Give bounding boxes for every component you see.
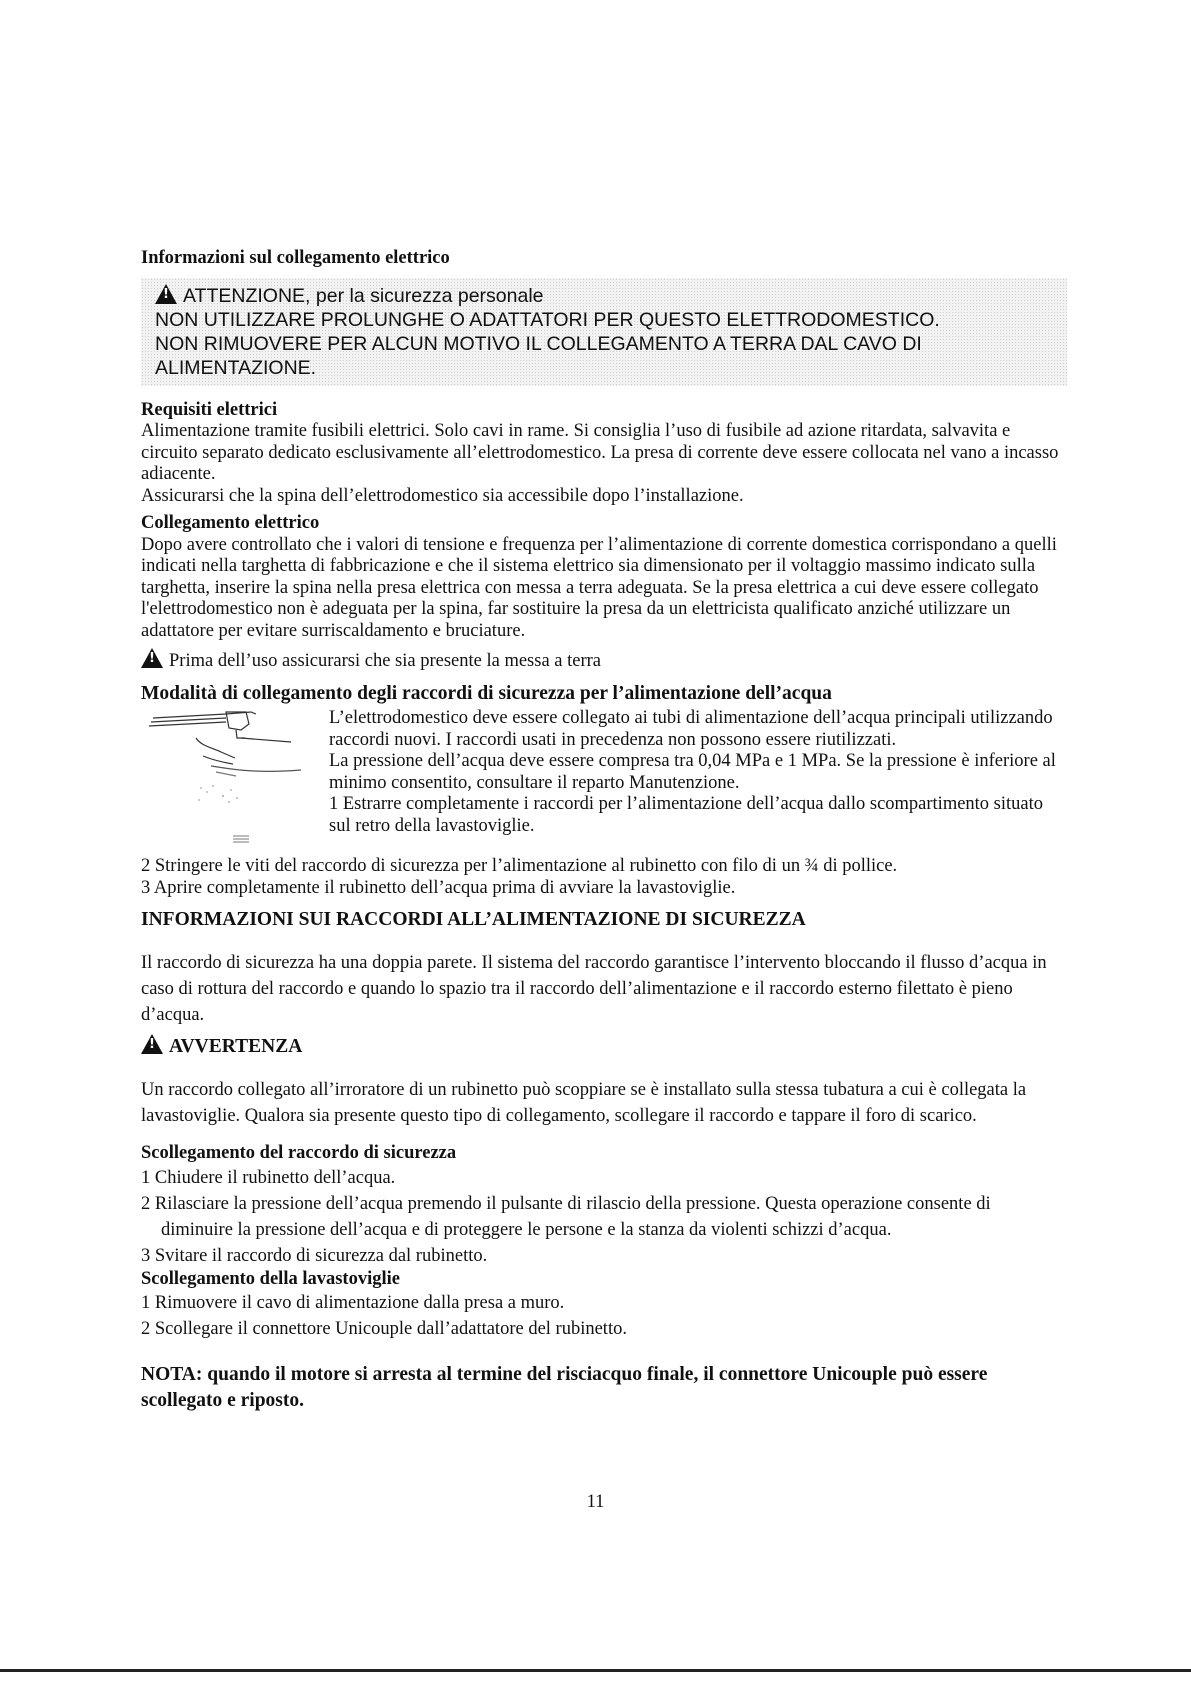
water-pressure-paragraph: La pressione dell’acqua deve essere compresa tra 0,04 MPa e 1 MPa. Se la pressione è inferiore al minimo consentito, consultare il reparto Manutenzione. xyxy=(329,751,1056,793)
faucet-hose-illustration xyxy=(141,708,316,853)
warning-triangle-icon xyxy=(155,284,177,304)
safety-warning-box xyxy=(141,278,1067,386)
dishwasher-step-1: 1 Rimuovere il cavo di alimentazione dalla presa a muro. xyxy=(141,1293,565,1313)
document-body xyxy=(141,248,1061,1433)
water-step-3: 3 Aprire completamente il rubinetto dell’acqua prima di avviare la lavastoviglie. xyxy=(141,877,736,898)
warning-triangle-icon xyxy=(141,648,163,668)
requirements-accessibility: Assicurarsi che la spina dell’elettrodomestico sia accessibile dopo l’installazione. xyxy=(141,485,744,506)
disconnect-step-2: 2 Rilasciare la pressione dell’acqua premendo il pulsante di rilascio della pressione. Questa operazione consente di diminuire la pressione dell’acqua e di proteggere le persone e la stanza da violenti schizzi d’acqua. xyxy=(141,1193,991,1240)
water-step-1: 1 Estrarre completamente i raccordi per l’alimentazione dell’acqua dallo scompartimento situato sul retro della lavastoviglie. xyxy=(329,794,1044,836)
safety-fittings-paragraph: Il raccordo di sicurezza ha una doppia parete. Il sistema del raccordo garantisce l’intervento bloccando il flusso d’acqua in caso di rottura del raccordo e quando lo spazio tra il raccordo dell’alimentazione e il raccordo esterno filettato è pieno d’acqua. xyxy=(141,953,1047,1025)
final-note: NOTA: quando il motore si arresta al termine del risciacquo finale, il connettore Unicouple può essere scollegato e riposto. xyxy=(141,1363,988,1411)
warning-triangle-icon xyxy=(141,1034,163,1054)
dishwasher-step-2: 2 Scollegare il connettore Unicouple dall’adattatore del rubinetto. xyxy=(141,1319,627,1339)
section-title-electrical-info: Informazioni sul collegamento elettrico xyxy=(141,248,450,268)
disconnect-step-1: 1 Chiudere il rubinetto dell’acqua. xyxy=(141,1167,396,1188)
section-title-water-connection: Modalità di collegamento degli raccordi di sicurezza per l’alimentazione dell’acqua xyxy=(141,682,832,704)
warning-line-2: NON UTILIZZARE PROLUNGHE O ADATTATORI PER QUESTO ELETTRODOMESTICO. xyxy=(155,308,940,331)
section-title-disconnect-fitting: Scollegamento del raccordo di sicurezza xyxy=(141,1143,457,1163)
warning-line-3: NON RIMUOVERE PER ALCUN MOTIVO IL COLLEGAMENTO A TERRA DAL CAVO DI xyxy=(155,332,922,355)
section-title-safety-fittings-info: INFORMAZIONI SUI RACCORDI ALL’ALIMENTAZIONE DI SICUREZZA xyxy=(141,909,806,930)
water-step-2: 2 Stringere le viti del raccordo di sicurezza per l’alimentazione al rubinetto con filo di un ¾ di pollice. xyxy=(141,856,898,876)
section-title-disconnect-dishwasher: Scollegamento della lavastoviglie xyxy=(141,1268,400,1289)
water-connection-text xyxy=(329,708,1069,837)
warning-paragraph: Un raccordo collegato all’irroratore di un rubinetto può scoppiare se è installato sulla stessa tubatura a cui è collegata la lavastoviglie. Qualora sia presente questo tipo di collegamento, scollegare il raccordo e tappare il foro di scarico. xyxy=(141,1080,1027,1126)
water-hoses-new-paragraph: L’elettrodomestico deve essere collegato ai tubi di alimentazione dell’acqua principali utilizzando raccordi nuovi. I raccordi usati in precedenza non possono essere riutilizzati. xyxy=(329,708,1053,750)
section-title-warning: !AVVERTENZA xyxy=(141,1034,1061,1058)
requirements-paragraph: Alimentazione tramite fusibili elettrici. Solo cavi in rame. Si consiglia l’uso di fusibile ad azione ritardata, salvavita e circuito separato dedicato esclusivamente all’elettrodomestico. La presa di corrente deve essere collocata nel vano a incasso adiacente. xyxy=(141,421,1059,484)
ground-warning: !Prima dell’uso assicurarsi che sia presente la messa a terra xyxy=(141,648,1061,673)
warning-line-1: !ATTENZIONE, per la sicurezza personale xyxy=(155,284,1057,308)
water-connection-figure-block xyxy=(141,708,1061,856)
page-number: 11 xyxy=(586,1492,605,1512)
connection-paragraph: Dopo avere controllato che i valori di tensione e frequenza per l’alimentazione di corrente domestica corrispondano a quelli indicati nella targhetta di fabbricazione e che il sistema elettrico sia dimensionato per il voltaggio massimo indicato sulla targhetta, inserire la spina nella presa elettrica con messa a terra adeguata. Se la presa elettrica a cui deve essere collegato l'elettrodomestico non è adeguata per la spina, far sostituire la presa da un elettricista qualificato anziché utilizzare un adattatore per evitare surriscaldamento e bruciature. xyxy=(141,534,1057,641)
section-title-electrical-connection: Collegamento elettrico xyxy=(141,513,320,533)
warning-line-4: ALIMENTAZIONE. xyxy=(155,356,317,379)
section-title-electrical-requirements: Requisiti elettrici xyxy=(141,399,278,420)
bottom-rule xyxy=(0,1669,1191,1672)
disconnect-step-3: 3 Svitare il raccordo di sicurezza dal rubinetto. xyxy=(141,1245,488,1266)
